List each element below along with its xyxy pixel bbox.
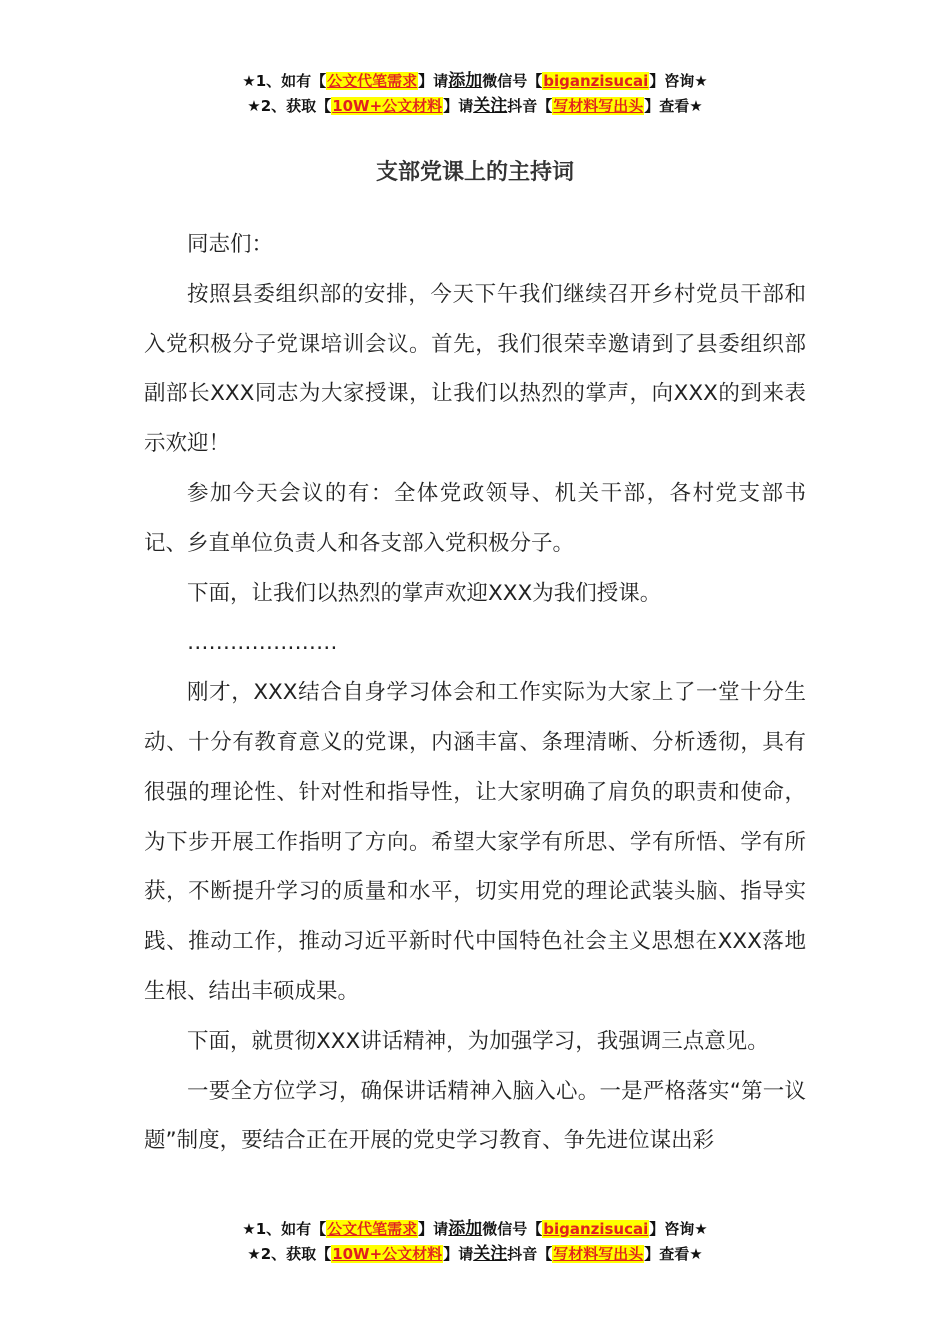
banner-line-1: [0, 69, 950, 94]
banner-text: ★2、获取【: [247, 97, 332, 115]
banner-highlight: biganzisucai: [543, 72, 649, 90]
banner-text: 抖音【: [507, 1245, 553, 1263]
paragraph: 按照县委组织部的安排，今天下午我们继续召开乡村党员干部和入党积极分子党课培训会议。首先，我们很荣幸邀请到了县委组织部副部长XXX同志为大家授课，让我们以热烈的掌声，向XXX的到来表示欢迎！: [144, 281, 806, 457]
banner-text: 微信号【: [482, 1220, 543, 1238]
banner-emphasis: 关注: [473, 1244, 508, 1264]
banner-text: 】咨询★: [649, 72, 708, 90]
footer-banner: [0, 1217, 950, 1267]
banner-text: 】请: [418, 72, 449, 90]
banner-text: ★1、如有【: [242, 1220, 327, 1238]
banner-emphasis: 添加: [448, 71, 483, 91]
paragraph: …………………: [187, 630, 338, 656]
banner-text: 】请: [443, 97, 474, 115]
banner-text: ★1、如有【: [242, 72, 327, 90]
banner-text: 】咨询★: [649, 1220, 708, 1238]
banner-highlight: 写材料写出头: [553, 1245, 644, 1263]
banner-text: 】查看★: [644, 97, 703, 115]
banner-emphasis: 关注: [473, 96, 508, 116]
document-title: 支部党课上的主持词: [375, 160, 574, 185]
paragraph: 刚才，XXX结合自身学习体会和工作实际为大家上了一堂十分生动、十分有教育意义的党课，内涵丰富、条理清晰、分析透彻，具有很强的理论性、针对性和指导性，让大家明确了肩负的职责和使命，为下步开展工作指明了方向。希望大家学有所思、学有所悟、学有所获，不断提升学习的质量和水平，切实用党的理论武装头脑、指导实践、推动工作，推动习近平新时代中国特色社会主义思想在XXX落地生根、结出丰硕成果。: [144, 680, 806, 1004]
banner-text: 抖音【: [507, 97, 553, 115]
paragraph: 同志们：: [187, 232, 274, 257]
banner-highlight: 写材料写出头: [553, 97, 644, 115]
document-body: [144, 220, 806, 1166]
banner-text: 】查看★: [644, 1245, 703, 1263]
paragraph: 参加今天会议的有：全体党政领导、机关干部，各村党支部书记、乡直单位负责人和各支部入党积极分子。: [144, 480, 806, 556]
banner-text: 】请: [418, 1220, 449, 1238]
banner-emphasis: 添加: [448, 1219, 483, 1239]
banner-highlight: 10W+公文材料: [332, 97, 443, 115]
banner-text: 微信号【: [482, 72, 543, 90]
header-banner: [0, 69, 950, 119]
banner-text: 】请: [443, 1245, 474, 1263]
banner-highlight: biganzisucai: [543, 1220, 649, 1238]
banner-line-2: [0, 1242, 950, 1267]
banner-highlight: 公文代笔需求: [327, 72, 418, 90]
paragraph: 下面，就贯彻XXX讲话精神，为加强学习，我强调三点意见。: [187, 1028, 769, 1054]
banner-highlight: 公文代笔需求: [327, 1220, 418, 1238]
banner-text: ★2、获取【: [247, 1245, 332, 1263]
paragraph: 下面，让我们以热烈的掌声欢迎XXX为我们授课。: [187, 580, 662, 606]
banner-highlight: 10W+公文材料: [332, 1245, 443, 1263]
paragraph: 一要全方位学习，确保讲话精神入脑入心。一是严格落实“第一议题”制度，要结合正在开展的党史学习教育、争先进位谋出彩: [144, 1078, 806, 1154]
banner-line-2: [0, 94, 950, 119]
banner-line-1: [0, 1217, 950, 1242]
